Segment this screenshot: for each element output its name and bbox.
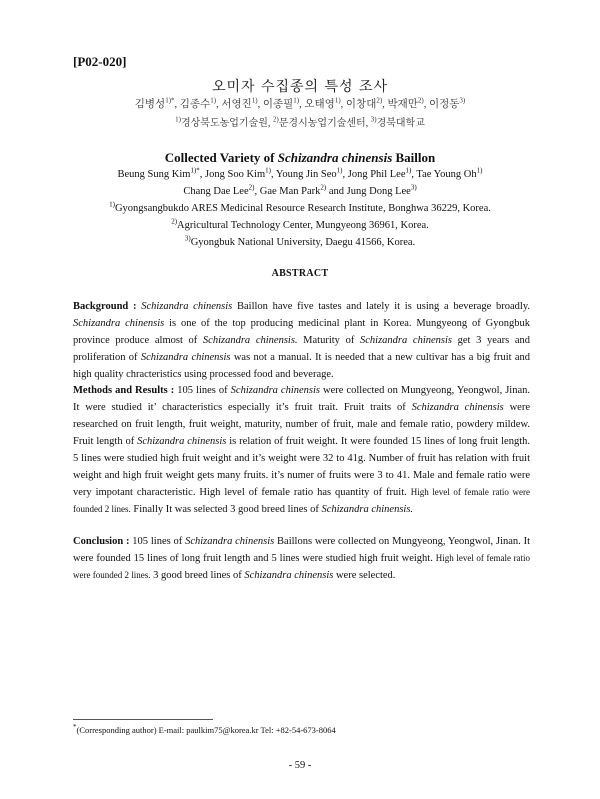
korean-author: 이창대 [345, 99, 377, 110]
english-title [0, 150, 600, 166]
english-author: Gae Man Park [259, 186, 321, 197]
korean-affiliation: 경북대학교 [376, 118, 425, 129]
species-name: Schizandra chinensis [73, 318, 165, 329]
author-sup: 2) [376, 96, 383, 105]
methods-label: Methods and Results : [73, 385, 175, 396]
english-author: Jong Phil Lee [347, 169, 406, 180]
english-title-species: Schizandra chinensis [277, 150, 393, 165]
korean-author: 김종수 [179, 99, 211, 110]
english-author: Tae Young Oh [416, 169, 477, 180]
species-name: Schizandra chinensis [137, 436, 227, 447]
english-affiliation-2 [0, 217, 600, 231]
english-authors-line2: Chang Dae Lee$^{2)}$, Gae Man Park$^{2)}$ and Jung Dong Lee$^{3)}$ [183, 183, 417, 197]
affiliation-sup: 2) [171, 217, 178, 226]
author-sup: 2) [417, 96, 424, 105]
conclusion-label: Conclusion : [73, 536, 130, 547]
affiliation-sup: 1) [175, 115, 181, 124]
body-text: were selected. [333, 570, 396, 581]
author-sup: 3) [410, 183, 417, 192]
author-sup: 1) [210, 96, 217, 105]
body-text: Baillons were collected on Mungyeong, Yeongwol, Jinan. It were founded 15 lines of long fruit length and 5 lines were studied high fruit weight. [73, 536, 531, 564]
author-sup: 1) [405, 166, 412, 175]
methods-paragraph [73, 382, 530, 518]
body-text: were researched on fruit length, fruit weight, maturity, number of fruit, male and female ratio, powdery mildew. Fruit length of [73, 402, 531, 447]
species-name: Schizandra chinensis [244, 570, 334, 581]
affiliation-sup: 1) [109, 200, 115, 209]
affiliation-sup: 3) [370, 115, 377, 124]
korean-author: 김병성 [134, 99, 166, 110]
methods-body [73, 385, 530, 515]
author-sup: 2) [248, 183, 255, 192]
korean-authors: 김병성$^{1)*}$, 김종수$^{1)}$, 서영진$^{1)}$, 이종필$^{1)}$, 오태영$^{1)}$, 이창대$^{2)}$, 박재만$^{2)}$, 이정동$^{3)}$ [134, 96, 466, 110]
conclusion-paragraph [73, 533, 530, 584]
author-sup: 1) [265, 166, 271, 175]
affiliation-sup: 3) [184, 234, 191, 243]
species-name: Schizandra chinensis [140, 352, 231, 363]
english-author: Beung Sung Kim [117, 169, 191, 180]
korean-author: 이정동 [428, 99, 460, 110]
korean-author: 서영진 [221, 99, 252, 110]
body-text: Finally It was selected 3 good breed lines of [130, 504, 322, 515]
body-text: get 3 years and proliferation of [73, 335, 530, 363]
english-author: Young Jin Seo [275, 169, 337, 180]
english-title-prefix: Collected Variety of [164, 150, 275, 165]
body-text-small: High level of female ratio were founded 2 lines. [73, 487, 530, 514]
body-text-small: High level of female ratio were founded 2 lines. [73, 553, 531, 580]
english-title-suffix: Baillon [395, 150, 436, 165]
author-sup: 3) [459, 96, 466, 105]
affiliation-sup: 2) [272, 115, 279, 124]
korean-author: 오태영 [304, 99, 335, 110]
abstract-heading: ABSTRACT [271, 268, 329, 279]
species-name: Schizandra chinensis [185, 536, 275, 547]
english-author: Chang Dae Lee [183, 186, 249, 197]
korean-affiliations: $^{1)}$경상북도농업기술원, $^{2)}$문경시농업기술센터, $^{3)}$경북대학교 [175, 115, 425, 129]
author-sup: 2) [320, 183, 327, 192]
footnote [73, 725, 336, 735]
body-text: is relation of fruit weight. It were founded 15 lines of long fruit length. 5 lines were studied high fruit weight and it’s weight were 32 to 41g. Number of fruit has relation with fruit weight and high fruit weight gets many fruits. it’s numer of fruits were 3 to 41. Male and female ratio were very impotant characteristic. High level of female ratio has quantity of fruit. [73, 436, 530, 498]
species-name: Schizandra chinensis [141, 301, 233, 312]
english-authors-line1: Beung Sung Kim$^{1)*}$, Jong Soo Kim$^{1)}$, Young Jin Seo$^{1)}$, Jong Phil Lee$^{1)}$, Tae Young Oh$^{1)}$ [117, 166, 483, 180]
english-author: Jong Soo Kim [205, 169, 266, 180]
paper-code: [P02-020] [73, 54, 127, 69]
author-sup: 1) [476, 166, 483, 175]
body-text: is one of the top producing medicinal plant in Korea. Mungyeong of Gyongbuk province produce almost of [73, 318, 531, 346]
footnote-mark: * [73, 723, 77, 732]
body-text: 105 lines of [174, 385, 231, 396]
background-body [73, 301, 530, 380]
species-name: Schizandra chinensis. [321, 504, 414, 515]
english-author: and Jung Dong Lee [328, 186, 411, 197]
background-label: Background : [73, 301, 137, 312]
body-text: 105 lines of [129, 536, 186, 547]
english-affiliation-1 [0, 200, 600, 214]
korean-affiliation: 문경시농업기술센터 [278, 118, 366, 129]
author-sup: 1) [334, 96, 341, 105]
author-sup: 1)* [190, 166, 200, 175]
korean-author: 이종필 [262, 99, 294, 110]
conclusion-body [73, 536, 530, 581]
species-name: Schizandra chinensis. [202, 335, 298, 346]
author-sup: 1) [336, 166, 343, 175]
korean-title: 오미자 수집종의 특성 조사 [211, 79, 389, 95]
body-text: Baillon have five tastes and lately it is using a beverage broadly. [232, 301, 531, 312]
english-affiliation-3 [0, 234, 600, 248]
body-text: were collected on Mungyeong, Yeongwol, Jinan. It were studied it’ characteristics especially it’s fruit trait. Fruit traits of [73, 385, 531, 413]
footnote-divider [73, 719, 213, 720]
species-name: Schizandra chinensis [411, 402, 504, 413]
author-sup: 1) [251, 96, 258, 105]
affiliation-text: Gyongsangbukdo ARES Medicinal Resource Research Institute, Bonghwa 36229, Korea. [114, 203, 491, 214]
korean-author: 박재만 [387, 99, 418, 110]
author-sup: 1) [293, 96, 300, 105]
footnote-text: (Corresponding author) E-mail: paulkim75@korea.kr Tel: +82-54-673-8064 [76, 725, 336, 735]
korean-affiliation: 경상북도농업기술원 [180, 118, 268, 129]
body-text: Maturity of [297, 335, 360, 346]
background-paragraph [73, 298, 530, 383]
affiliation-text: Gyongbuk National University, Daegu 41566, Korea. [190, 237, 416, 248]
species-name: Schizandra chinensis [360, 335, 452, 346]
author-sup: 1)* [165, 96, 175, 105]
affiliation-text: Agricultural Technology Center, Mungyeong 36961, Korea. [177, 220, 429, 231]
body-text: was not a manual. It is needed that a new cultivar has a big fruit and high quality chracteristics using processed food and beverage. [73, 352, 531, 380]
species-name: Schizandra chinensis [230, 385, 321, 396]
body-text: 3 good breed lines of [150, 570, 245, 581]
page-number: - 59 - [288, 760, 312, 771]
